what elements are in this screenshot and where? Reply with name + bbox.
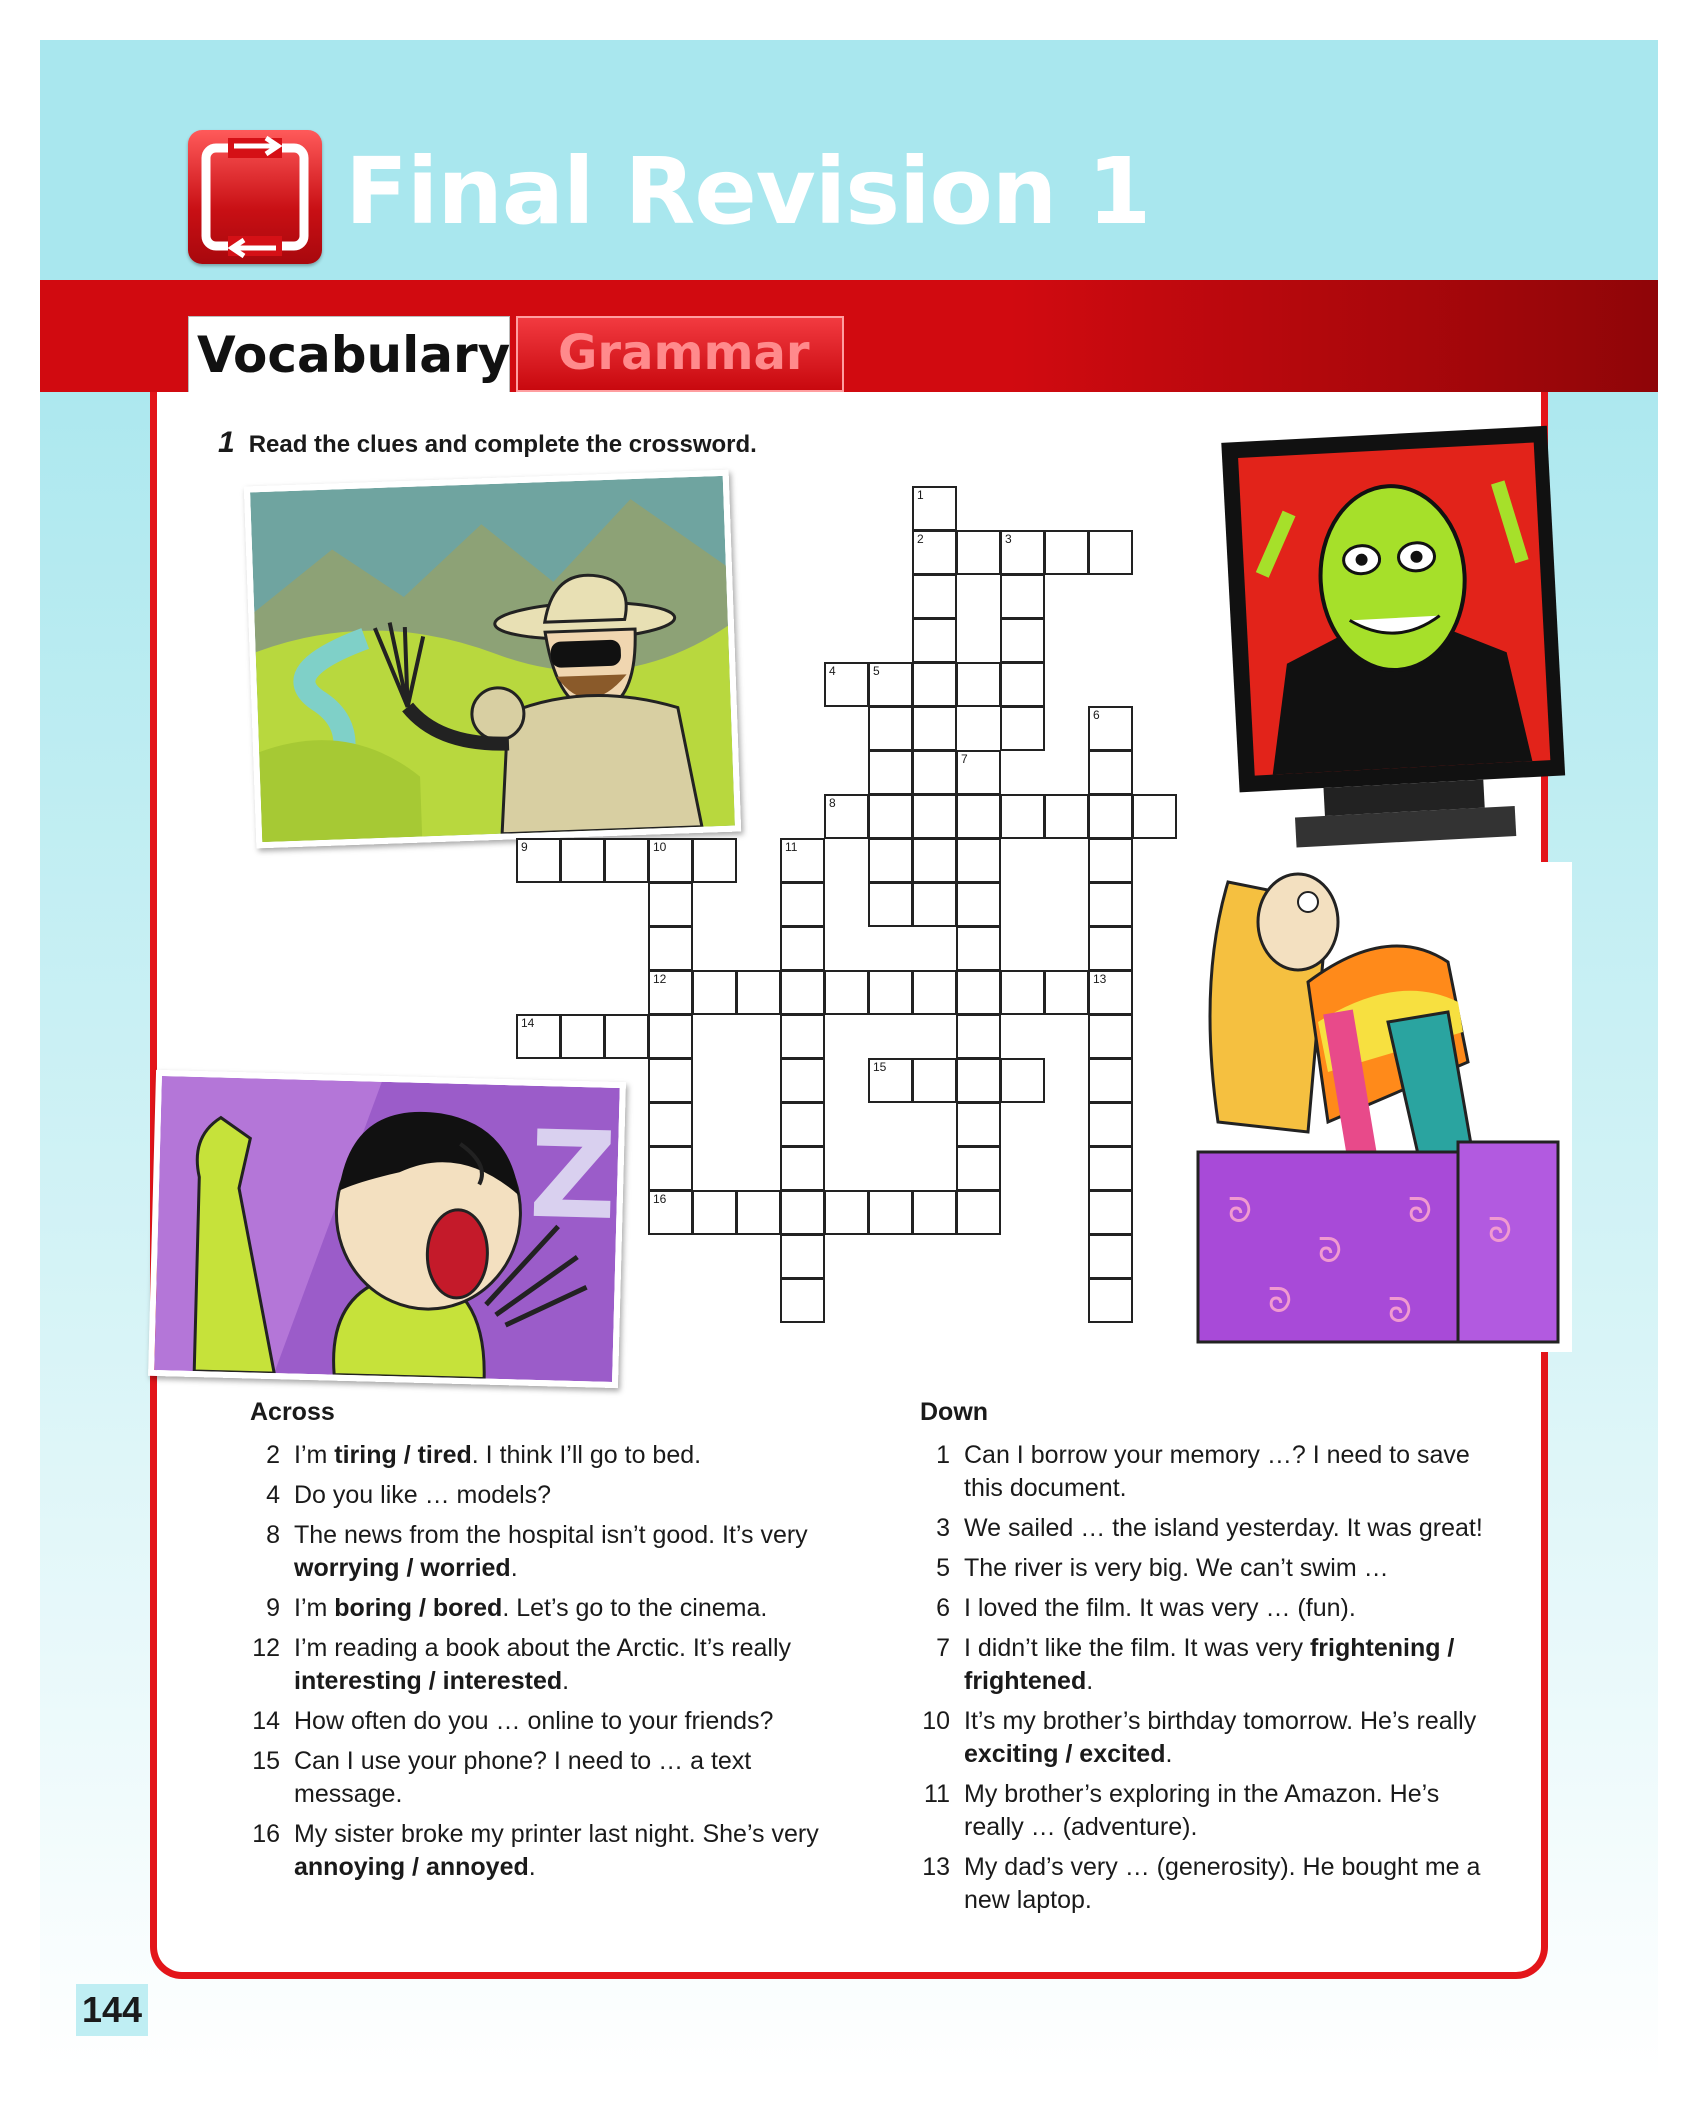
crossword-cell[interactable] — [648, 1014, 693, 1059]
across-clue — [250, 1632, 830, 1698]
crossword-cell[interactable] — [648, 970, 693, 1015]
clue-number: 15 — [873, 1060, 887, 1074]
clue-number: 1 — [917, 488, 924, 502]
clue-text: My dad’s very … (generosity). He bought me a new laptop. — [964, 1853, 1481, 1914]
clue-number: 7 — [936, 1634, 950, 1662]
down-clue — [920, 1705, 1500, 1771]
clue-number: 15 — [252, 1747, 280, 1775]
crossword-cell[interactable] — [780, 1102, 825, 1147]
down-clue — [920, 1778, 1500, 1844]
revision-logo-icon — [188, 130, 322, 264]
across-clue — [250, 1705, 830, 1738]
crossword-cell[interactable] — [868, 1190, 913, 1235]
crossword-cell[interactable] — [1088, 1102, 1133, 1147]
crossword-cell[interactable] — [560, 838, 605, 883]
crossword-cell[interactable] — [1088, 1058, 1133, 1103]
crossword-cell[interactable] — [868, 794, 913, 839]
clue-text: The river is very big. We can’t swim … — [964, 1554, 1389, 1582]
crossword-cell[interactable] — [956, 1058, 1001, 1103]
crossword-cell[interactable] — [1088, 794, 1133, 839]
crossword-cell[interactable] — [1088, 1014, 1133, 1059]
crossword-cell[interactable] — [912, 530, 957, 575]
clue-text: Can I use your phone? I need to … a text message. — [294, 1747, 752, 1808]
crossword-cell[interactable] — [1088, 970, 1133, 1015]
crossword-cell[interactable] — [956, 882, 1001, 927]
crossword-cell[interactable] — [736, 970, 781, 1015]
yawning-boy-illustration — [148, 1070, 626, 1388]
crossword-cell[interactable] — [912, 574, 957, 619]
scared-girl-sofa-illustration — [1188, 862, 1572, 1352]
crossword-cell[interactable] — [868, 706, 913, 751]
clue-number: 11 — [785, 840, 798, 854]
across-clue-list — [250, 1439, 830, 1884]
crossword-cell[interactable] — [736, 1190, 781, 1235]
crossword-cell[interactable] — [1000, 618, 1045, 663]
clue-number: 4 — [829, 664, 836, 678]
crossword-cell[interactable] — [956, 970, 1001, 1015]
clue-number: 8 — [829, 796, 836, 810]
clue-text: I’m tiring / tired. I think I’ll go to bed. — [294, 1441, 702, 1469]
clue-number: 2 — [266, 1441, 280, 1469]
clue-text: I’m reading a book about the Arctic. It’s really interesting / interested. — [294, 1634, 792, 1695]
crossword-cell[interactable] — [956, 1190, 1001, 1235]
crossword-cell[interactable] — [868, 838, 913, 883]
crossword-cell[interactable] — [648, 838, 693, 883]
across-clues — [250, 1396, 830, 1891]
crossword-cell[interactable] — [956, 838, 1001, 883]
clue-text: The news from the hospital isn’t good. It’s very worrying / worried. — [294, 1521, 808, 1582]
crossword-cell[interactable] — [1044, 530, 1089, 575]
crossword-cell[interactable] — [648, 1190, 693, 1235]
crossword-cell[interactable] — [604, 1014, 649, 1059]
clue-number: 14 — [521, 1016, 535, 1030]
clue-number: 5 — [873, 664, 880, 678]
crossword-cell[interactable] — [560, 1014, 605, 1059]
crossword-cell[interactable] — [956, 1146, 1001, 1191]
crossword-cell[interactable] — [912, 750, 957, 795]
down-clue — [920, 1592, 1500, 1625]
clue-number: 6 — [1093, 708, 1100, 722]
across-clue — [250, 1818, 830, 1884]
crossword-cell[interactable] — [1000, 662, 1045, 707]
svg-text:ᘐ: ᘐ — [1488, 1211, 1512, 1251]
crossword-cell[interactable] — [1088, 1146, 1133, 1191]
clue-text: My sister broke my printer last night. She’s very annoying / annoyed. — [294, 1820, 819, 1881]
crossword-cell[interactable] — [648, 1146, 693, 1191]
clue-number: 10 — [653, 840, 667, 854]
crossword-cell[interactable] — [1088, 750, 1133, 795]
down-heading: Down — [920, 1398, 989, 1426]
crossword-cell[interactable] — [780, 1190, 825, 1235]
crossword-cell[interactable] — [692, 838, 737, 883]
down-clue — [920, 1439, 1500, 1505]
vampire-tv-illustration — [1215, 419, 1577, 866]
crossword-cell[interactable] — [912, 882, 957, 927]
crossword-cell[interactable] — [824, 794, 869, 839]
clue-number: 12 — [653, 972, 667, 986]
clue-text: Can I borrow your memory …? I need to save this document. — [964, 1441, 1470, 1502]
clue-text: I loved the film. It was very … (fun). — [964, 1594, 1356, 1622]
crossword-cell[interactable] — [1088, 706, 1133, 751]
crossword-cell[interactable] — [1000, 706, 1045, 751]
crossword-cell[interactable] — [1088, 530, 1133, 575]
clue-number: 11 — [924, 1780, 950, 1808]
clue-number: 9 — [521, 840, 528, 854]
crossword-cell[interactable] — [648, 1102, 693, 1147]
page-number: 144 — [76, 1984, 148, 2036]
crossword-cell[interactable] — [516, 838, 561, 883]
crossword-cell[interactable] — [824, 970, 869, 1015]
crossword-cell[interactable] — [912, 1058, 957, 1103]
svg-text:ᘐ: ᘐ — [1388, 1291, 1412, 1331]
crossword-cell[interactable] — [868, 970, 913, 1015]
crossword-cell[interactable] — [956, 662, 1001, 707]
clue-number: 6 — [936, 1594, 950, 1622]
clue-number: 14 — [252, 1707, 280, 1735]
svg-text:ᘐ: ᘐ — [1228, 1191, 1252, 1231]
clue-number: 16 — [252, 1820, 280, 1848]
down-clue — [920, 1632, 1500, 1698]
crossword-cell[interactable] — [780, 1146, 825, 1191]
crossword-cell[interactable] — [1044, 970, 1089, 1015]
crossword-cell[interactable] — [1000, 794, 1045, 839]
crossword-cell[interactable] — [692, 1190, 737, 1235]
exercise-instruction — [218, 426, 757, 460]
crossword-cell[interactable] — [956, 750, 1001, 795]
clue-text: We sailed … the island yesterday. It was great! — [964, 1514, 1483, 1542]
clue-number: 5 — [936, 1554, 950, 1582]
clue-text: Do you like … models? — [294, 1481, 552, 1509]
clue-number: 10 — [922, 1707, 950, 1735]
svg-text:ᘐ: ᘐ — [1408, 1191, 1432, 1231]
crossword-cell[interactable] — [824, 1190, 869, 1235]
crossword-cell[interactable] — [956, 1014, 1001, 1059]
clue-number: 9 — [266, 1594, 280, 1622]
crossword-cell[interactable] — [1132, 794, 1177, 839]
crossword-cell[interactable] — [780, 1058, 825, 1103]
across-heading: Across — [250, 1398, 335, 1426]
down-clues — [920, 1396, 1500, 1924]
clue-number: 2 — [917, 532, 924, 546]
clue-number: 13 — [1093, 972, 1107, 986]
clue-number: 3 — [1005, 532, 1012, 546]
crossword-cell[interactable] — [780, 970, 825, 1015]
clue-number: 7 — [961, 752, 968, 766]
crossword-cell[interactable] — [1088, 926, 1133, 971]
crossword-cell[interactable] — [956, 926, 1001, 971]
clue-number: 4 — [266, 1481, 280, 1509]
clue-text: My brother’s exploring in the Amazon. He’s really … (adventure). — [964, 1780, 1440, 1841]
down-clue — [920, 1512, 1500, 1545]
crossword-cell[interactable] — [1088, 1278, 1133, 1323]
crossword-cell[interactable] — [956, 1102, 1001, 1147]
crossword-cell[interactable] — [868, 882, 913, 927]
svg-text:Z: Z — [527, 1105, 619, 1247]
crossword-cell[interactable] — [868, 750, 913, 795]
crossword-cell[interactable] — [1044, 794, 1089, 839]
crossword-cell[interactable] — [824, 662, 869, 707]
crossword-cell[interactable] — [1088, 1234, 1133, 1279]
clue-number: 1 — [936, 1441, 950, 1469]
clue-text: How often do you … online to your friends? — [294, 1707, 774, 1735]
crossword-cell[interactable] — [956, 794, 1001, 839]
explorer-illustration — [244, 470, 741, 849]
crossword-cell[interactable] — [648, 882, 693, 927]
down-clue-list — [920, 1439, 1500, 1917]
crossword-cell[interactable] — [1000, 970, 1045, 1015]
clue-text: I didn’t like the film. It was very frightening / frightened. — [964, 1634, 1455, 1695]
crossword-cell[interactable] — [912, 838, 957, 883]
crossword-cell[interactable] — [780, 926, 825, 971]
crossword-cell[interactable] — [1088, 1190, 1133, 1235]
clue-number: 8 — [266, 1521, 280, 1549]
crossword-cell[interactable] — [1000, 530, 1045, 575]
tab-grammar[interactable]: Grammar — [516, 316, 844, 392]
crossword-cell[interactable] — [516, 1014, 561, 1059]
crossword-cell[interactable] — [912, 662, 957, 707]
instruction-text: Read the clues and complete the crossword. — [248, 431, 757, 458]
across-clue — [250, 1519, 830, 1585]
crossword-cell[interactable] — [868, 662, 913, 707]
crossword-cell[interactable] — [780, 882, 825, 927]
crossword-cell[interactable] — [780, 1278, 825, 1323]
clue-text: I’m boring / bored. Let’s go to the cinema. — [294, 1594, 768, 1622]
crossword-cell[interactable] — [912, 618, 957, 663]
crossword-cell[interactable] — [780, 838, 825, 883]
svg-text:ᘐ: ᘐ — [1318, 1231, 1342, 1271]
svg-text:ᘐ: ᘐ — [1268, 1281, 1292, 1321]
crossword-cell[interactable] — [1000, 574, 1045, 619]
crossword-cell[interactable] — [912, 486, 957, 531]
page-title: Final Revision 1 — [345, 138, 1151, 245]
clue-number: 16 — [653, 1192, 667, 1206]
crossword-cell[interactable] — [956, 530, 1001, 575]
crossword-cell[interactable] — [1000, 1058, 1045, 1103]
crossword-cell[interactable] — [912, 706, 957, 751]
crossword-cell[interactable] — [604, 838, 649, 883]
crossword-cell[interactable] — [692, 970, 737, 1015]
crossword-cell[interactable] — [912, 794, 957, 839]
clue-text: It’s my brother’s birthday tomorrow. He’s really exciting / excited. — [964, 1707, 1477, 1768]
across-clue — [250, 1592, 830, 1625]
crossword-cell[interactable] — [648, 926, 693, 971]
across-clue — [250, 1439, 830, 1472]
crossword-cell[interactable] — [912, 970, 957, 1015]
down-clue — [920, 1552, 1500, 1585]
exercise-number: 1 — [218, 426, 235, 459]
crossword-cell[interactable] — [1088, 882, 1133, 927]
crossword-cell[interactable] — [1088, 838, 1133, 883]
across-clue — [250, 1479, 830, 1512]
crossword-cell[interactable] — [912, 1190, 957, 1235]
clue-number: 13 — [922, 1853, 950, 1881]
across-clue — [250, 1745, 830, 1811]
down-clue — [920, 1851, 1500, 1917]
crossword-cell[interactable] — [780, 1014, 825, 1059]
crossword-cell[interactable] — [648, 1058, 693, 1103]
crossword-cell[interactable] — [780, 1234, 825, 1279]
tab-vocabulary[interactable]: Vocabulary — [188, 316, 510, 394]
clue-number: 3 — [936, 1514, 950, 1542]
crossword-cell[interactable] — [868, 1058, 913, 1103]
clue-number: 12 — [252, 1634, 280, 1662]
